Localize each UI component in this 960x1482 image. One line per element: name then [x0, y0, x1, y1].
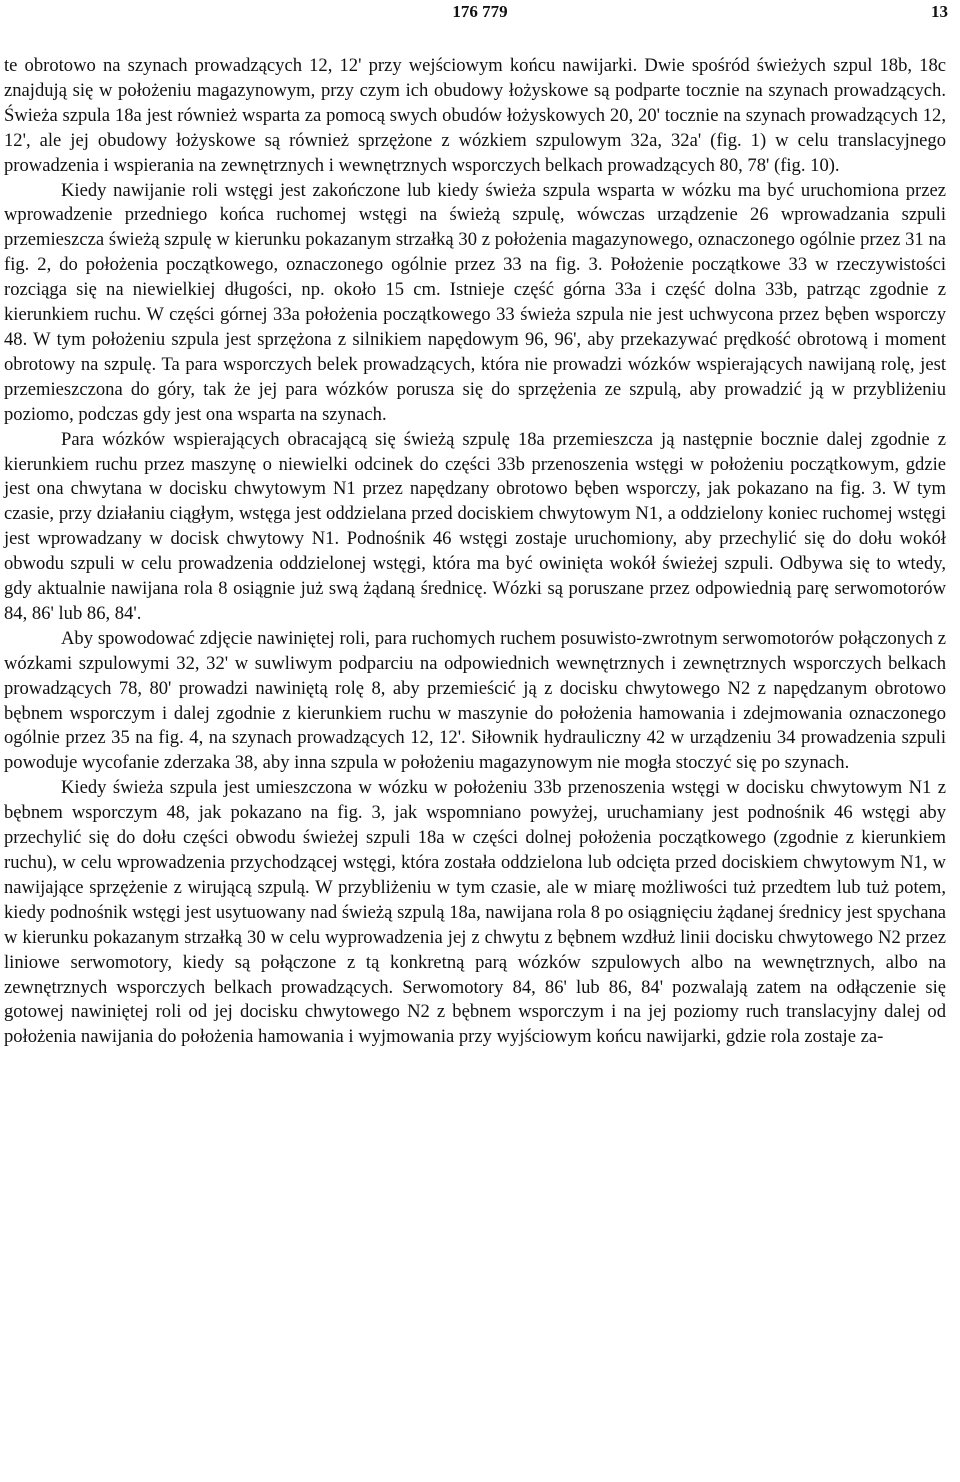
body-text [4, 54, 946, 1050]
page-number: 13 [931, 2, 948, 21]
page-header [0, 2, 960, 26]
paragraph-1: te obrotowo na szynach prowadzących 12, 12' przy wejściowym końcu nawijarki. Dwie spośród świeżych szpul 18b, 18c znajdują się w położeniu magazynowym, przy czym ich obudowy łożyskowe są podparte tocznie na szynach prowadzących. Świeża szpula 18a jest również wsparta za pomocą swych obudów łożyskowych 20, 20' tocznie na szynach prowadzących 12, 12', ale jej obudowy łożyskowe są również sprzężone z wózkiem szpulowym 32a, 32a' (fig. 1) w celu translacyjnego prowadzenia i wspierania na zewnętrznych i wewnętrznych wsporczych belkach prowadzących 80, 78' (fig. 10). [4, 55, 946, 176]
paragraph-3: Para wózków wspierających obracającą się świeżą szpulę 18a przemieszcza ją następnie bocznie dalej zgodnie z kierunkiem ruchu przez maszynę o niewielki odcinek do części 33b przenoszenia wstęgi w położeniu początkowym, gdzie jest ona chwytana w docisku chwytowym N1 przez napędzany obrotowo bęben wsporczy, jak pokazano na fig. 3. W tym czasie, przy działaniu ciągłym, wstęga jest oddzielana przed dociskiem chwytowym N1, a oddzielony koniec ruchomej wstęgi jest wprowadzany w docisk chwytowy N1. Podnośnik 46 wstęgi zostaje uruchomiony, aby przechylić się do dołu wokół obwodu szpuli w celu prowadzenia oddzielonej wstęgi, która ma być owinięta wokół świeżej szpuli. Odbywa się to wtedy, gdy aktualnie nawijana rola 8 osiągnie już swą żądaną średnicę. Wózki są poruszane przez odpowiednią parę serwomotorów 84, 86' lub 86, 84'. [4, 428, 946, 624]
paragraph-4: Aby spowodować zdjęcie nawiniętej roli, para ruchomych ruchem posuwisto-zwrotnym serwomotorów połączonych z wózkami szpulowymi 32, 32' w suwliwym podparciu na odpowiednich wewnętrznych i zewnętrznych wsporczych belkach prowadzących 78, 80' prowadzi nawiniętą rolę 8, aby przemieścić ją z docisku chwytowego N2 z napędzanym obrotowo bębnem wsporczym i dalej zgodnie z kierunkiem ruchu w maszynie do położenia hamowania i zdejmowania oznaczonego ogólnie przez 35 na fig. 4, na szynach prowadzących 12, 12'. Siłownik hydrauliczny 42 w urządzeniu 34 prowadzenia szpuli powoduje wycofanie zderzaka 38, aby inna szpula w położeniu magazynowym nie mogła stoczyć się po szynach. [4, 627, 946, 774]
paragraph-5: Kiedy świeża szpula jest umieszczona w wózku w położeniu 33b przenoszenia wstęgi w docisku chwytowym N1 z bębnem wsporczym 48, jak pokazano na fig. 3, jak wspomniano powyżej, uruchamiany jest podnośnik 46 wstęgi aby przechylić się do dołu części obwodu świeżej szpuli 18a w części dolnej położenia początkowego (zgodnie z kierunkiem ruchu), w celu wprowadzenia przychodzącej wstęgi, która została oddzielona lub odcięta przed dociskiem chwytowym N1, w nawijające sprzężenie z wirującą szpulą. W przybliżeniu w tym czasie, ale w miarę możliwości tuż przedtem lub tuż potem, kiedy podnośnik wstęgi jest usytuowany nad świeżą szpulą 18a, nawijana rola 8 po osiągnięciu żądanej średnicy jest spychana w kierunku pokazanym strzałką 30 w celu wyprowadzenia jej z chwytu z bębnem wzdłuż linii docisku chwytowego N2 przez liniowe serwomotory, kiedy są połączone z tą konkretną parą wózków szpulowych albo na wewnętrznych, albo na zewnętrznych wsporczych belkach prowadzących. Serwomotory 84, 86' lub 86, 84' pozwalają zatem na odłączenie się gotowej nawiniętej roli od jej docisku chwytowego N2 z bębnem wsporczym i na jej poziomy ruch translacyjny dalej od położenia nawijania do położenia hamowania i wyjmowania przy wyjściowym końcu nawijarki, gdzie rola zostaje za- [4, 777, 946, 1048]
paragraph-2: Kiedy nawijanie roli wstęgi jest zakończone lub kiedy świeża szpula wsparta w wózku ma być uruchomiona przez wprowadzenie przedniego końca ruchomej wstęgi na świeżą szpulę, wówczas urządzenie 26 wprowadzania szpuli przemieszcza świeżą szpulę w kierunku pokazanym strzałką 30 z położenia magazynowego, oznaczonego ogólnie przez 31 na fig. 2, do położenia początkowego, oznaczonego ogólnie przez 33 na fig. 3. Położenie początkowe 33 w rzeczywistości rozciąga się na niewielkiej długości, np. około 15 cm. Istnieje część górna 33a i część dolna 33b, patrząc zgodnie z kierunkiem ruchu. W części górnej 33a położenia początkowego 33 świeża szpula nie jest uchwycona przez bęben wsporczy 48. W tym położeniu szpula jest sprzężona z silnikiem napędowym 96, 96', aby przekazywać prędkość obrotową i moment obrotowy na szpulę. Ta para wsporczych belek prowadzących, która nie prowadzi wózków wspierających nawijaną rolę, jest przemieszczona do góry, tak że jej para wózków porusza się do sprzężenia ze szpulą, aby prowadzić ją w przybliżeniu poziomo, podczas gdy jest ona wsparta na szynach. [4, 179, 946, 425]
document-number: 176 779 [452, 2, 508, 21]
